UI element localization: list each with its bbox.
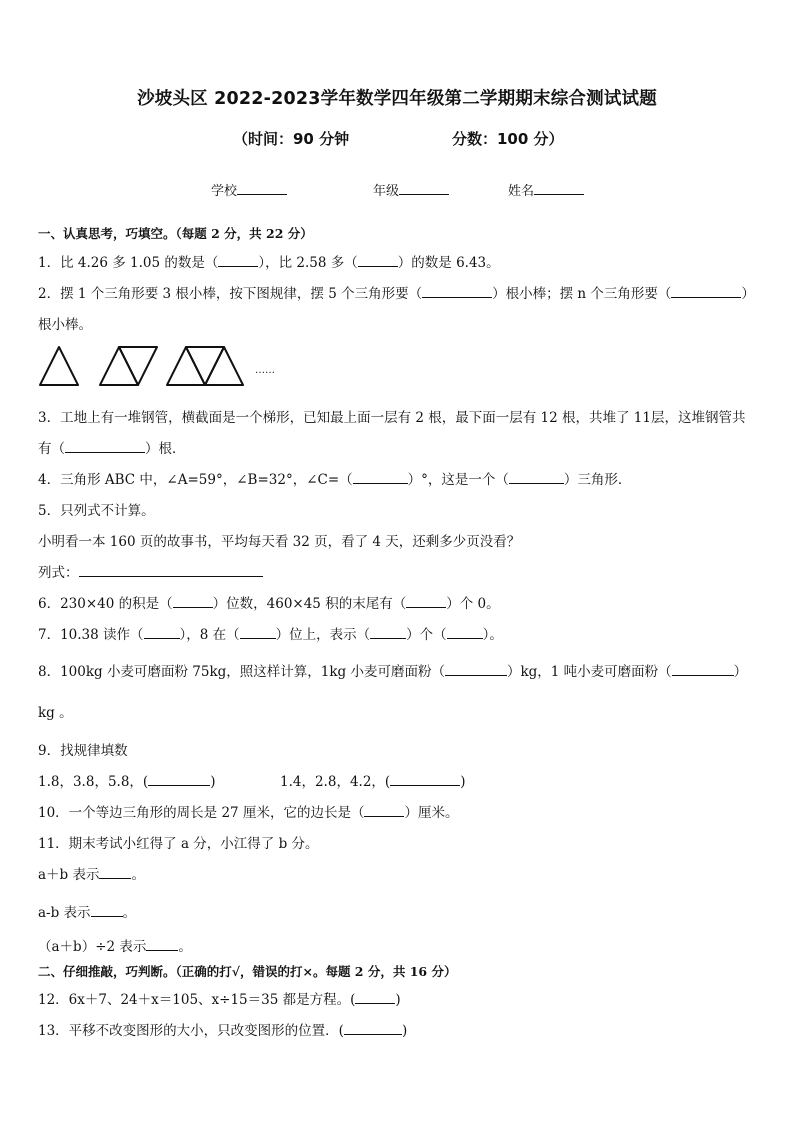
q10-blank	[364, 802, 404, 817]
q7-blank-1	[144, 624, 180, 639]
question-1	[38, 251, 500, 271]
q7-text-a: 7．10.38 读作（	[38, 627, 144, 643]
question-5: 5．只列式不计算。	[38, 503, 155, 519]
page-title: 沙坡头区 2022-2023学年数学四年级第二学期期末综合测试试题	[137, 89, 657, 109]
q7-text-c: ）位上，表示（	[275, 627, 371, 643]
question-8	[38, 660, 747, 680]
q11-text-c: 。	[131, 867, 145, 883]
q5-answer-line	[38, 561, 263, 581]
school-label: 学校	[211, 184, 238, 199]
q4-text-a: 4．三角形 ABC 中，∠A=59°，∠B=32°，∠C=（	[38, 472, 353, 488]
q1-text-b: ），比 2.58 多（	[258, 255, 358, 271]
q9-sequence-1	[38, 770, 215, 790]
q11-text-g: 。	[178, 939, 192, 955]
question-13	[38, 1019, 407, 1039]
name-label: 姓名	[508, 184, 535, 199]
q4-blank-1	[353, 469, 408, 484]
q9-blank-2	[390, 771, 460, 786]
q9-text-e: )	[460, 774, 466, 790]
q9-text-b: 1.8，3.8，5.8，(	[38, 774, 149, 790]
q5-problem: 小明看一本 160 页的故事书，平均每天看 32 页，看了 4 天，还剩多少页没看？	[38, 534, 521, 550]
q11-part-3	[38, 935, 192, 955]
q1-blank-2	[358, 252, 398, 267]
school-blank	[237, 180, 287, 195]
q9-sequence-2	[280, 770, 465, 790]
q13-blank	[344, 1020, 402, 1035]
q5-label: 列式：	[38, 565, 79, 581]
grade-field	[373, 180, 449, 199]
q7-blank-3	[370, 624, 406, 639]
q9-text-c: )	[210, 774, 216, 790]
q2-continued: 根小棒。	[38, 317, 92, 333]
question-12	[38, 988, 401, 1008]
question-7	[38, 623, 503, 643]
q3-text-c: ）根．	[145, 441, 186, 457]
q11-blank-3	[146, 936, 178, 951]
q6-text-a: 6．230×40 的积是（	[38, 596, 173, 612]
q1-text-a: 1．比 4.26 多 1.05 的数是（	[38, 255, 219, 271]
q13-text-a: 13．平移不改变图形的大小，只改变图形的位置．(	[38, 1023, 344, 1039]
q7-blank-2	[240, 624, 276, 639]
section-2-heading: 二、仔细推敲，巧判断。（正确的打√，错误的打×。每题 2 分，共 16 分）	[38, 964, 457, 979]
q7-blank-4	[447, 624, 483, 639]
triangle-pattern-figure	[36, 341, 286, 391]
q12-text-b: )	[395, 992, 401, 1008]
q13-text-b: )	[401, 1023, 408, 1039]
q9-text-d: 1.4，2.8，4.2，(	[280, 774, 391, 790]
q1-blank-1	[218, 252, 258, 267]
question-6	[38, 592, 500, 612]
exam-score: 分数：100 分）	[452, 130, 564, 148]
q10-text-a: 10．一个等边三角形的周长是 27 厘米，它的边长是（	[38, 805, 365, 821]
q8-text-a: 8．100kg 小麦可磨面粉 75kg，照这样计算，1kg 小麦可磨面粉（	[38, 664, 445, 680]
q11-part-1	[38, 863, 145, 883]
q7-text-e: ）。	[482, 627, 503, 643]
q3-text-b: 有（	[38, 441, 65, 457]
q5-blank	[79, 562, 263, 577]
q2-text-c: ）	[741, 286, 755, 302]
q11-text-f: （a＋b）÷2 表示	[38, 939, 147, 955]
school-field	[211, 180, 287, 199]
q8-text-c: ）	[733, 664, 748, 680]
q9-blank-1	[148, 771, 210, 786]
question-9: 9．找规律填数	[38, 743, 128, 759]
name-field	[508, 180, 584, 199]
grade-label: 年级	[373, 184, 400, 199]
q1-text-c: ）的数是 6.43。	[397, 255, 500, 271]
q12-blank	[355, 989, 395, 1004]
q2-blank-2	[671, 283, 741, 298]
q4-blank-2	[509, 469, 564, 484]
q4-text-b: ）°，这是一个（	[407, 472, 509, 488]
q10-text-b: ）厘米。	[404, 805, 459, 821]
q2-text-b: ）根小棒；摆 n 个三角形要（	[492, 286, 672, 302]
section-1-heading: 一、认真思考，巧填空。（每题 2 分，共 22 分）	[38, 226, 313, 241]
q8-blank-1	[445, 661, 507, 676]
question-2	[38, 282, 755, 302]
question-10	[38, 801, 458, 821]
triangle-group-3	[167, 347, 243, 385]
grade-blank	[399, 180, 449, 195]
question-11: 11．期末考试小红得了 a 分，小江得了 b 分。	[38, 836, 319, 852]
q11-blank-2	[91, 902, 123, 917]
question-3: 3．工地上有一堆钢管，横截面是一个梯形，已知最上面一层有 2 根，最下面一层有 12 根，共堆了 11层，这堆钢管共	[38, 410, 746, 426]
q3-continued	[38, 437, 186, 457]
q4-text-c: ）三角形．	[563, 472, 632, 488]
q7-text-d: ）个（	[406, 627, 447, 643]
q7-text-b: ），8 在（	[179, 627, 240, 643]
triangle-group-1	[40, 347, 78, 385]
q2-text-a: 2．摆 1 个三角形要 3 根小棒，按下图规律，摆 5 个三角形要（	[38, 286, 423, 302]
q8-blank-2	[672, 661, 734, 676]
pattern-ellipsis: ……	[255, 365, 275, 376]
q12-text-a: 12．6x＋7、24＋x＝105、x÷15＝35 都是方程。(	[38, 992, 356, 1008]
q11-part-2	[38, 901, 136, 921]
q6-text-c: ）个 0。	[446, 596, 500, 612]
q6-blank-2	[406, 593, 446, 608]
triangle-group-2	[100, 347, 157, 385]
q8-continued: kg 。	[38, 705, 73, 721]
q11-text-e: 。	[122, 905, 137, 921]
q2-blank-1	[422, 283, 492, 298]
q8-text-b: ）kg，1 吨小麦可磨面粉（	[506, 664, 672, 680]
question-4	[38, 468, 631, 488]
q11-blank-1	[99, 864, 131, 879]
q11-text-b: a＋b 表示	[38, 867, 100, 883]
q6-blank-1	[173, 593, 213, 608]
q3-blank	[65, 438, 145, 453]
q11-text-d: a-b 表示	[38, 905, 91, 921]
exam-time: （时间：90 分钟	[233, 130, 350, 148]
q6-text-b: ）位数，460×45 积的末尾有（	[212, 596, 407, 612]
name-blank	[534, 180, 584, 195]
